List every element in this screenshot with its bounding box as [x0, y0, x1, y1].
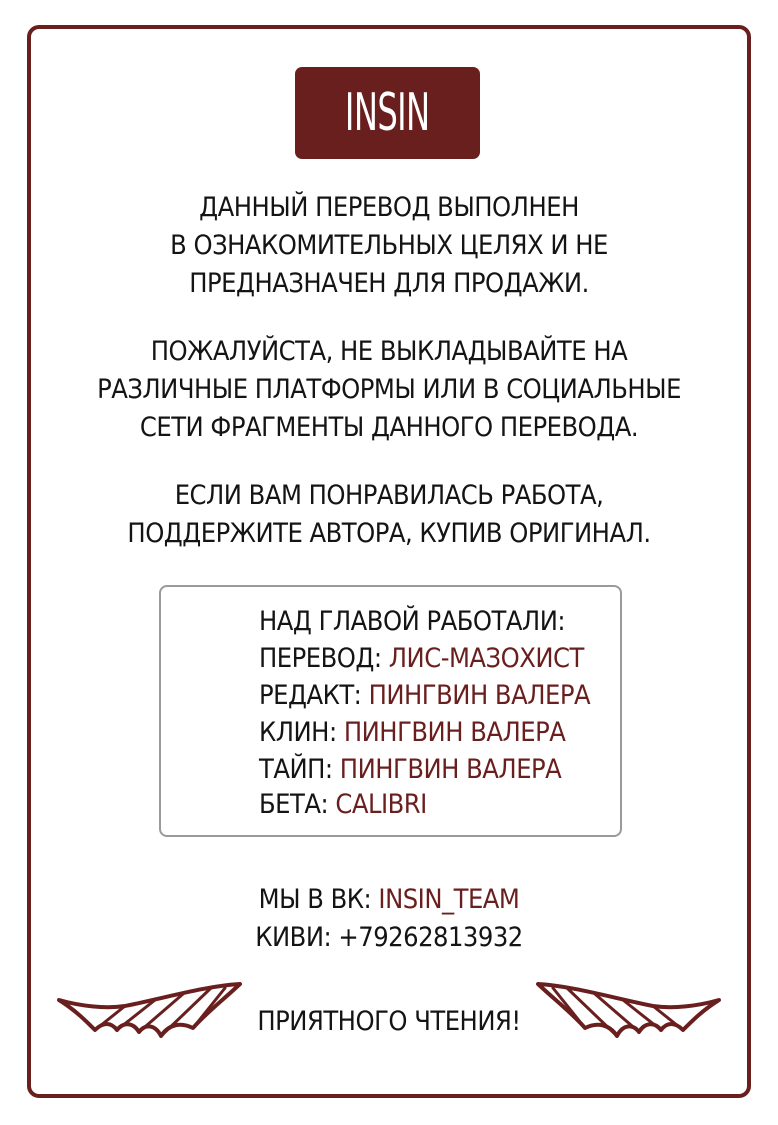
credit-value: ПИНГВИН ВАЛЕРА — [343, 717, 566, 748]
credit-row-cleaning — [259, 716, 565, 750]
team-logo-text: INSIN — [345, 83, 430, 143]
vk-label: МЫ В ВК: — [258, 884, 379, 915]
credit-row-typesetting — [259, 753, 561, 787]
credits-heading: НАД ГЛАВОЙ РАБОТАЛИ: — [259, 606, 566, 637]
credit-row-translation — [259, 642, 584, 676]
credit-value: ПИНГВИН ВАЛЕРА — [368, 680, 591, 711]
support-line: ПОДДЕРЖИТЕ АВТОРА, КУПИВ ОРИГИНАЛ. — [127, 518, 651, 549]
credit-label: КЛИН: — [259, 717, 344, 748]
disclaimer-paragraph — [60, 189, 718, 303]
request-line: РАЗЛИЧНЫЕ ПЛАТФОРМЫ ИЛИ В СОЦИАЛЬНЫЕ — [97, 374, 681, 405]
qiwi-label: КИВИ: — [255, 922, 339, 953]
closing-message: ПРИЯТНОГО ЧТЕНИЯ! — [257, 1006, 521, 1037]
credit-label: БЕТА: — [259, 789, 336, 820]
vk-link[interactable]: INSIN_TEAM — [378, 884, 520, 915]
team-logo — [295, 67, 480, 159]
support-line: ЕСЛИ ВАМ ПОНРАВИЛАСЬ РАБОТА, — [174, 480, 604, 511]
credit-value: ПИНГВИН ВАЛЕРА — [339, 754, 562, 785]
credit-value: ЛИС-МАЗОХИСТ — [388, 643, 584, 674]
qiwi-number: +79262813932 — [338, 922, 523, 953]
credit-row-beta — [259, 788, 427, 822]
request-line: СЕТИ ФРАГМЕНТЫ ДАННОГО ПЕРЕВОДА. — [139, 412, 639, 443]
disclaimer-line: ДАННЫЙ ПЕРЕВОД ВЫПОЛНЕН — [199, 192, 579, 223]
credits-box — [159, 585, 622, 837]
disclaimer-line: ПРЕДНАЗНАЧЕН ДЛЯ ПРОДАЖИ. — [189, 268, 589, 299]
support-paragraph — [60, 477, 718, 553]
request-line: ПОЖАЛУЙСТА, НЕ ВЫКЛАДЫВАЙТЕ НА — [150, 336, 628, 367]
credit-row-editing — [259, 679, 590, 713]
credit-value: CALIBRI — [335, 789, 427, 820]
qiwi-contact — [0, 919, 778, 957]
vk-contact — [0, 881, 778, 919]
disclaimer-line: В ОЗНАКОМИТЕЛЬНЫХ ЦЕЛЯХ И НЕ — [170, 230, 608, 261]
credit-label: РЕДАКТ: — [259, 680, 369, 711]
credit-label: ТАЙП: — [259, 754, 340, 785]
credit-label: ПЕРЕВОД: — [259, 643, 389, 674]
request-paragraph — [60, 333, 718, 447]
